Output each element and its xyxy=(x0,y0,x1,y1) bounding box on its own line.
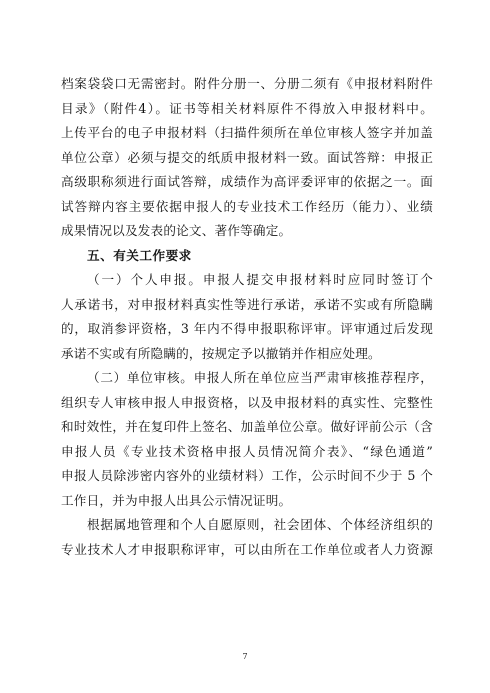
text-line: 上传平台的电子申报材料（扫描件须所在单位审核人签字并加盖 xyxy=(61,125,433,140)
text-line: 高级职称须进行面试答辩，成绩作为高评委评审的依据之一。面 xyxy=(61,174,433,189)
section-heading: 五、有关工作要求 xyxy=(87,247,192,263)
text-line: 承诺不实或有所隐瞒的，按规定予以撤销并作相应处理。 xyxy=(61,345,381,361)
text-line: 专业技术人才申报职称评审，可以由所在工作单位或者人力资源 xyxy=(61,541,433,557)
text-line: 人承诺书，对申报材料真实性等进行承诺，承诺不实或有所隐瞒 xyxy=(61,296,433,312)
text-line: 申报人员除涉密内容外的业绩材料）工作，公示时间不少于 5 个 xyxy=(61,468,433,483)
text-line: 组织专人审核申报人申报资格，以及申报材料的真实性、完整性 xyxy=(61,394,433,410)
text-line: 试答辩内容主要依据申报人的专业技术工作经历（能力）、业绩 xyxy=(61,198,433,214)
page-number: 7 xyxy=(242,652,248,661)
body-text xyxy=(61,72,433,562)
paragraph-first-line: （二）单位审核。申报人所在单位应当严肃审核推荐程序， xyxy=(87,370,433,385)
text-line: 的，取消参评资格，3 年内不得申报职称评审。评审通过后发现 xyxy=(61,321,433,336)
text-line: 成果情况以及发表的论文、著作等确定。 xyxy=(61,223,292,238)
text-line: 单位公章）必须与提交的纸质申报材料一致。面试答辩：申报正 xyxy=(61,149,433,165)
paragraph-first-line: 根据属地管理和个人自愿原则，社会团体、个体经济组织的 xyxy=(87,517,433,532)
text-line: 工作日，并为申报人出具公示情况证明。 xyxy=(61,492,292,508)
text-line: 目录》（附件4）。证书等相关材料原件不得放入申报材料中。 xyxy=(61,100,433,116)
text-line: 和时效性，并在复印件上签名、加盖单位公章。做好评前公示（含 xyxy=(61,419,433,434)
paragraph-first-line: （一）个人申报。申报人提交申报材料时应同时签订个 xyxy=(87,272,433,287)
text-line: 申报人员《专业技术资格申报人员情况简介表》、“绿色通道” xyxy=(61,443,433,459)
text-line: 档案袋袋口无需密封。附件分册一、分册二须有《申报材料附件 xyxy=(61,76,433,91)
